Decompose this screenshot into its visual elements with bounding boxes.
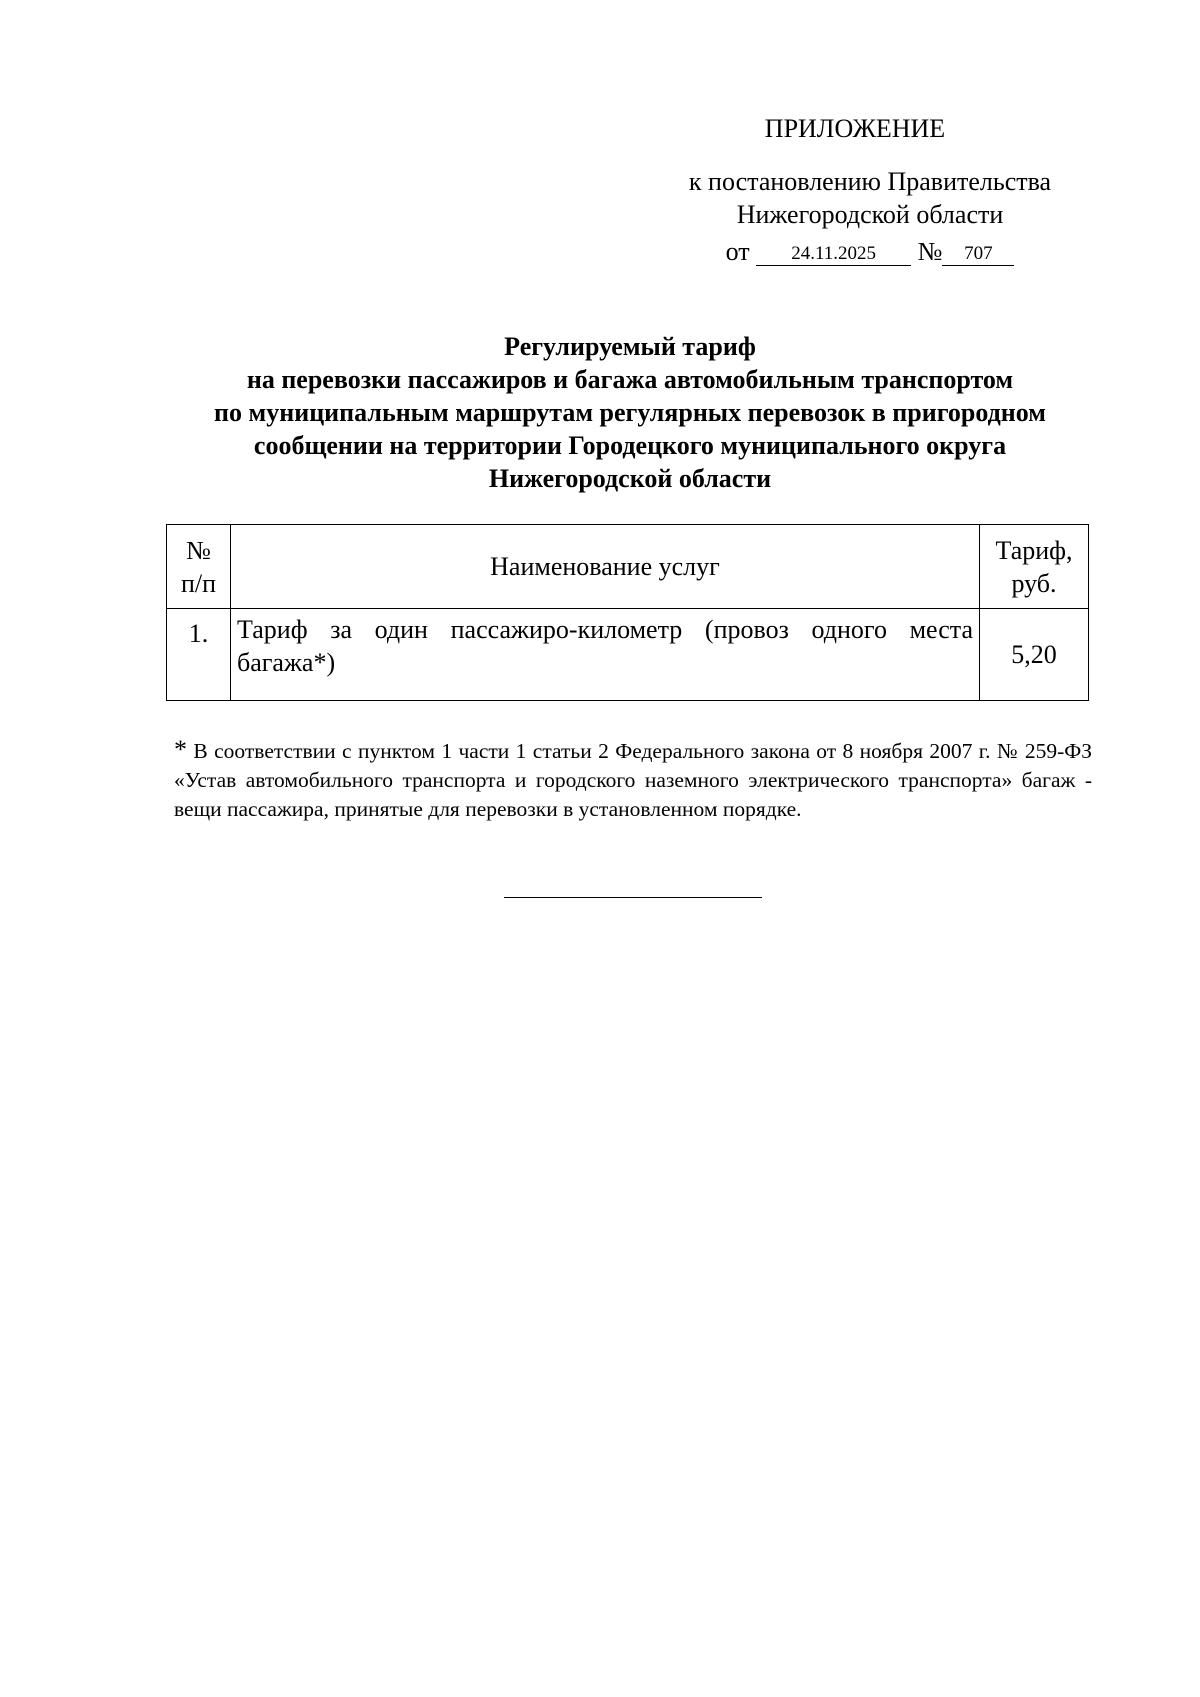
decree-date: 24.11.2025 [756,243,911,266]
row-number-cell: 1. [167,609,231,701]
annex-date-line [640,235,1100,268]
header-number-line-1: № [186,535,211,565]
annex-line-1: к постановлению Правительства [688,167,1052,196]
heading-line-4: сообщении на территории Городецкого муниципального округа [253,431,1007,460]
heading-line-1: Регулируемый тариф [504,332,756,361]
table-header-row [167,525,1089,609]
document-heading [155,330,1105,495]
header-tariff-line-1: Тариф, [995,535,1073,565]
footnote-marker: * [174,735,187,764]
table-row [167,609,1089,701]
tariff-table [166,524,1089,701]
date-prefix: от [725,237,750,266]
header-name-cell: Наименование услуг [231,525,980,609]
header-tariff-cell [980,525,1089,609]
heading-line-3: по муниципальным маршрутам регулярных перевозок в пригородном [214,398,1046,427]
footnote [174,735,1092,824]
heading-line-5: Нижегородской области [488,464,772,493]
footnote-text: В соответствии с пунктом 1 части 1 статьи 2 Федерального закона от 8 ноября 2007 г. № 259-ФЗ «Устав автомобильного транспорта и городского наземного электрического транспорта» багаж - вещи пассажира, принятые для перевозки в установленном порядке. [174,739,1093,821]
decree-number: 707 [942,243,1014,266]
number-prefix: № [917,237,943,266]
header-tariff-line-2: руб. [1011,568,1057,598]
annex-line-2: Нижегородской области [736,200,1004,229]
annex-title: ПРИЛОЖЕНИЕ [764,114,946,143]
row-tariff-cell: 5,20 [980,609,1089,701]
annex-block [640,112,1100,268]
row-service-name-cell: Тариф за один пассажиро-километр (провоз одного места багажа*) [231,609,980,701]
header-number-line-2: п/п [180,568,217,598]
heading-line-2: на перевозки пассажиров и багажа автомобильным транспортом [246,365,1014,394]
header-number-cell [167,525,231,609]
end-divider [504,897,762,898]
